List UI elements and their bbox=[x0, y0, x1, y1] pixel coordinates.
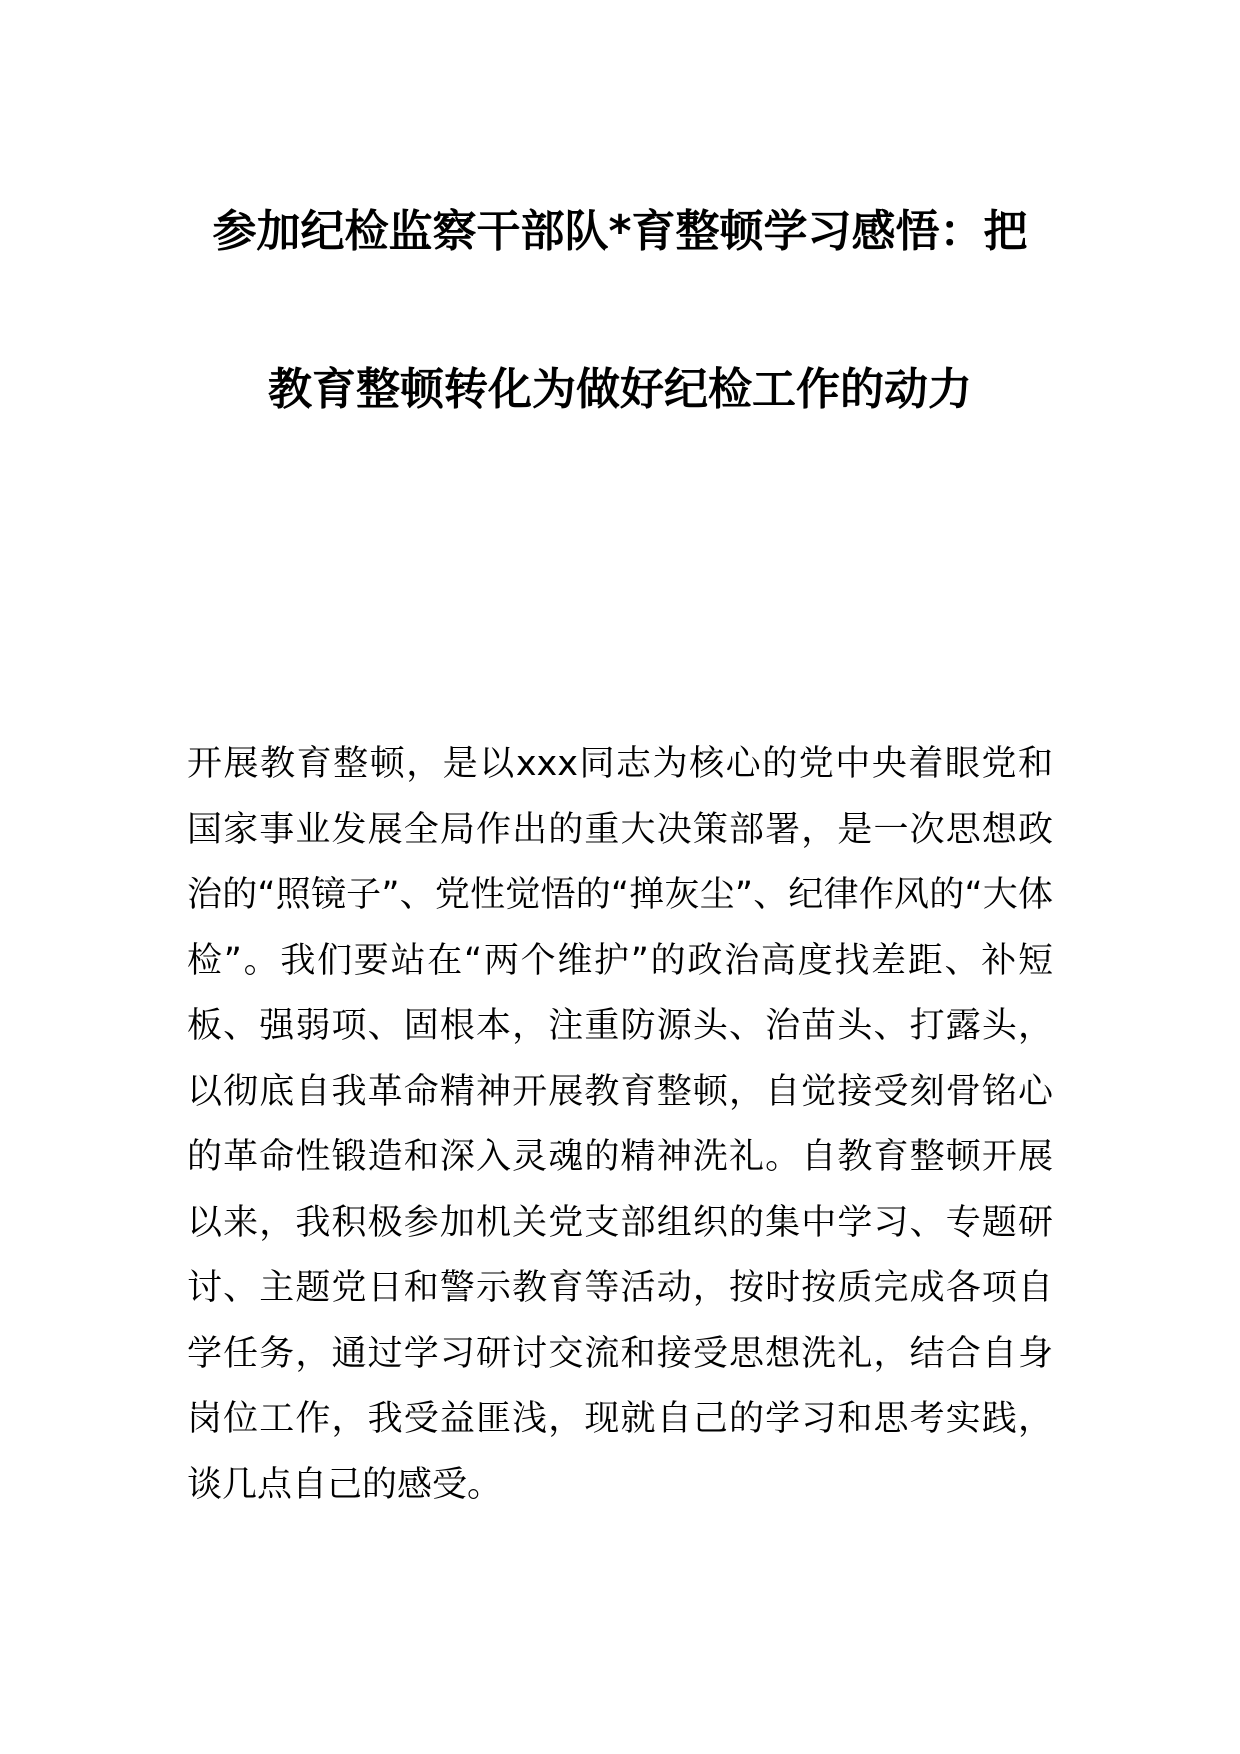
document-title-line-2: 教育整顿转化为做好纪检工作的动力 bbox=[268, 364, 972, 415]
document-title-line-1: 参加纪检监察干部队*育整顿学习感悟：把 bbox=[212, 206, 1028, 257]
body-paragraph: 开展教育整顿，是以xxx同志为核心的党中央着眼党和国家事业发展全局作出的重大决策部署，是一次思想政治的“照镜子”、党性觉悟的“掸灰尘”、纪律作风的“大体检”。我们要站在“两个维护”的政治高度找差距、补短板、强弱项、固根本，注重防源头、治苗头、打露头，以彻底自我革命精神开展教育整顿，自觉接受刻骨铭心的革命性锻造和深入灵魂的精神洗礼。自教育整顿开展以来，我积极参加机关党支部组织的集中学习、专题研讨、主题党日和警示教育等活动，按时按质完成各项自学任务，通过学习研讨交流和接受思想洗礼，结合自身岗位工作，我受益匪浅，现就自己的学习和思考实践，谈几点自己的感受。 bbox=[187, 744, 1053, 1505]
